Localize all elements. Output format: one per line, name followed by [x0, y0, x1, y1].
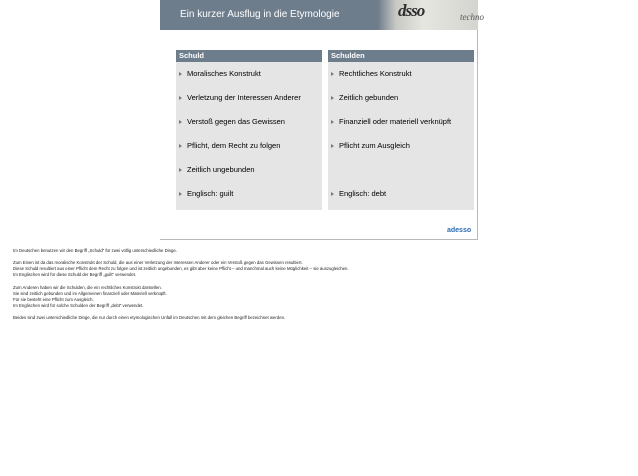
column-heading: Schuld	[176, 50, 322, 62]
schuld-column	[176, 50, 322, 210]
bullet-triangle-icon	[331, 144, 334, 148]
list-item: Zeitlich ungebunden	[179, 165, 255, 174]
bullet-triangle-icon	[179, 72, 182, 76]
bullet-triangle-icon	[179, 168, 182, 172]
list-item: Zeitlich gebunden	[331, 93, 398, 102]
adesso-logo: adesso	[447, 227, 472, 234]
list-item: Finanziell oder materiell verknüpft	[331, 117, 451, 126]
list-item: Englisch: debt	[331, 189, 386, 198]
list-item: Pflicht zum Ausgleich	[331, 141, 410, 150]
bullet-triangle-icon	[179, 120, 182, 124]
bullet-triangle-icon	[331, 72, 334, 76]
slide-title: Ein kurzer Ausflug in die Etymologie	[180, 9, 340, 20]
speaker-notes	[13, 248, 349, 321]
slide	[160, 0, 484, 240]
bullet-triangle-icon	[331, 120, 334, 124]
notes-line: Zum Anderen haben wir die Schulden, die ein rechtliches Konstrukt darstellen.	[13, 284, 162, 290]
column-heading: Schulden	[328, 50, 474, 62]
notes-line: Beides sind zwei unterschiedliche Dinge, die nur durch einen etymologischen Unfall im Deutschen mit dem gleichen Begriff bezeichnet werden.	[13, 315, 286, 321]
list-item: Englisch: guilt	[179, 189, 233, 198]
bullet-triangle-icon	[179, 96, 182, 100]
photo-text: dsso	[398, 1, 425, 20]
list-item: Moralisches Konstrukt	[179, 69, 261, 78]
notes-line: Sie sind zeitlich gebunden und im Allgemeinen finanziell oder Materiell verknüpft.	[13, 290, 167, 296]
notes-line: Für sie besteht eine Pflicht zum Ausgleich.	[13, 296, 94, 302]
list-item: Verletzung der Interessen Anderer	[179, 93, 301, 102]
bullet-triangle-icon	[331, 96, 334, 100]
schulden-column	[328, 50, 474, 210]
photo-text-secondary: techno	[460, 12, 484, 22]
bullet-triangle-icon	[331, 192, 334, 196]
notes-line: Im Deutschen benutzen wir den Begriff „Schuld“ für zwei völlig unterschiedliche Dinge.	[13, 248, 178, 253]
list-item: Verstoß gegen das Gewissen	[179, 117, 285, 126]
header-photo	[378, 0, 484, 30]
notes-line: Zum Einen ist da das moralische Konstrukt der Schuld, die aus einer Verletzung der Interessen Anderer oder ein Verstoß gegen das Gewissen resultiert.	[13, 260, 303, 266]
list-item: Rechtliches Konstrukt	[331, 69, 412, 78]
slide-header	[160, 0, 484, 30]
notes-line: Im Englischen wird für solche Schulden der Begriff „debt“ verwendet.	[13, 302, 144, 308]
bullet-triangle-icon	[179, 144, 182, 148]
bullet-triangle-icon	[179, 192, 182, 196]
list-item: Pflicht, dem Recht zu folgen	[179, 141, 280, 150]
notes-line: Im Englischen wird für diese Schuld der Begriff „guilt“ verwendet.	[13, 272, 137, 278]
notes-line: Diese Schuld resultiert aus einer Pflicht dem Recht zu folgen und ist zeitlich ungebunden, es gibt aber keine Pflicht – und manchmal auch keine Möglichkeit – sie auszugleichen.	[13, 266, 349, 272]
